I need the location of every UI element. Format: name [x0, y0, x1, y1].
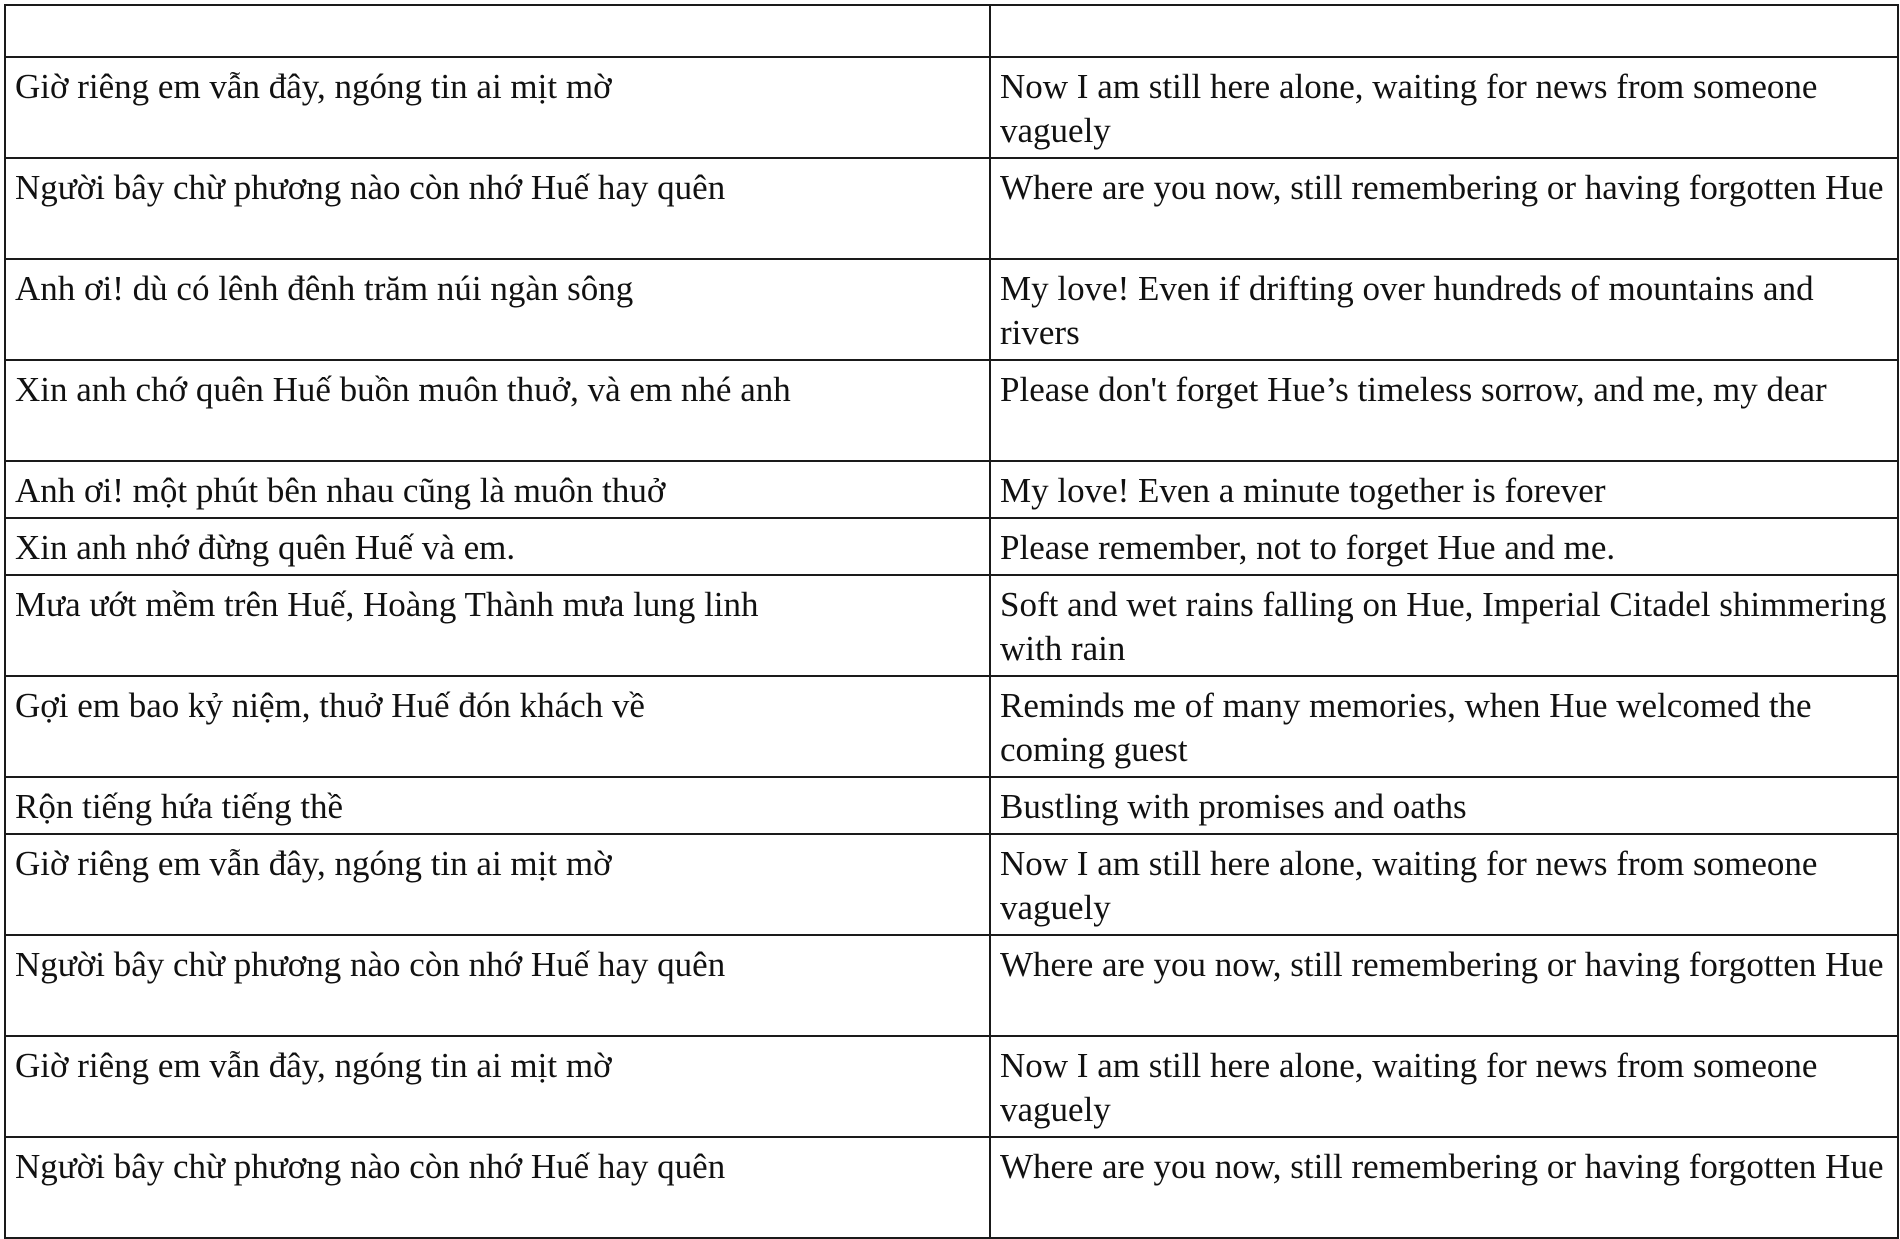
- table-row: [5, 935, 1898, 1036]
- header-cell-english: [990, 5, 1898, 57]
- vietnamese-lyric-cell: Anh ơi! một phút bên nhau cũng là muôn thuở: [5, 461, 990, 518]
- table-row: [5, 575, 1898, 676]
- vietnamese-lyric-cell: Anh ơi! dù có lênh đênh trăm núi ngàn sông: [5, 259, 990, 360]
- table-row: [5, 834, 1898, 935]
- vietnamese-lyric-cell: Xin anh nhớ đừng quên Huế và em.: [5, 518, 990, 575]
- header-cell-vietnamese: [5, 5, 990, 57]
- table-row: [5, 1137, 1898, 1238]
- english-translation-cell: Please remember, not to forget Hue and me.: [990, 518, 1898, 575]
- english-translation-cell: Where are you now, still remembering or having forgotten Hue: [990, 1137, 1898, 1238]
- table-row: [5, 676, 1898, 777]
- table-row: [5, 158, 1898, 259]
- vietnamese-lyric-cell: Rộn tiếng hứa tiếng thề: [5, 777, 990, 834]
- vietnamese-lyric-cell: Người bây chừ phương nào còn nhớ Huế hay quên: [5, 1137, 990, 1238]
- vietnamese-lyric-cell: Giờ riêng em vẫn đây, ngóng tin ai mịt mờ: [5, 57, 990, 158]
- table-row: [5, 518, 1898, 575]
- vietnamese-lyric-cell: Giờ riêng em vẫn đây, ngóng tin ai mịt mờ: [5, 1036, 990, 1137]
- table-row: [5, 259, 1898, 360]
- english-translation-cell: My love! Even if drifting over hundreds of mountains and rivers: [990, 259, 1898, 360]
- vietnamese-lyric-cell: Giờ riêng em vẫn đây, ngóng tin ai mịt mờ: [5, 834, 990, 935]
- vietnamese-lyric-cell: Người bây chừ phương nào còn nhớ Huế hay quên: [5, 158, 990, 259]
- table-row: [5, 360, 1898, 461]
- english-translation-cell: Now I am still here alone, waiting for news from someone vaguely: [990, 834, 1898, 935]
- table-header-row: [5, 5, 1898, 57]
- vietnamese-lyric-cell: Mưa ướt mềm trên Huế, Hoàng Thành mưa lung linh: [5, 575, 990, 676]
- english-translation-cell: Where are you now, still remembering or having forgotten Hue: [990, 158, 1898, 259]
- vietnamese-lyric-cell: Người bây chừ phương nào còn nhớ Huế hay quên: [5, 935, 990, 1036]
- table-row: [5, 1036, 1898, 1137]
- table-row: [5, 461, 1898, 518]
- english-translation-cell: Where are you now, still remembering or having forgotten Hue: [990, 935, 1898, 1036]
- lyrics-translation-table: [4, 4, 1899, 1239]
- table-row: [5, 57, 1898, 158]
- english-translation-cell: Bustling with promises and oaths: [990, 777, 1898, 834]
- english-translation-cell: Reminds me of many memories, when Hue welcomed the coming guest: [990, 676, 1898, 777]
- vietnamese-lyric-cell: Gợi em bao kỷ niệm, thuở Huế đón khách về: [5, 676, 990, 777]
- english-translation-cell: Please don't forget Hue’s timeless sorrow, and me, my dear: [990, 360, 1898, 461]
- english-translation-cell: My love! Even a minute together is forever: [990, 461, 1898, 518]
- english-translation-cell: Now I am still here alone, waiting for news from someone vaguely: [990, 57, 1898, 158]
- english-translation-cell: Now I am still here alone, waiting for news from someone vaguely: [990, 1036, 1898, 1137]
- vietnamese-lyric-cell: Xin anh chớ quên Huế buồn muôn thuở, và em nhé anh: [5, 360, 990, 461]
- english-translation-cell: Soft and wet rains falling on Hue, Imperial Citadel shimmering with rain: [990, 575, 1898, 676]
- table-row: [5, 777, 1898, 834]
